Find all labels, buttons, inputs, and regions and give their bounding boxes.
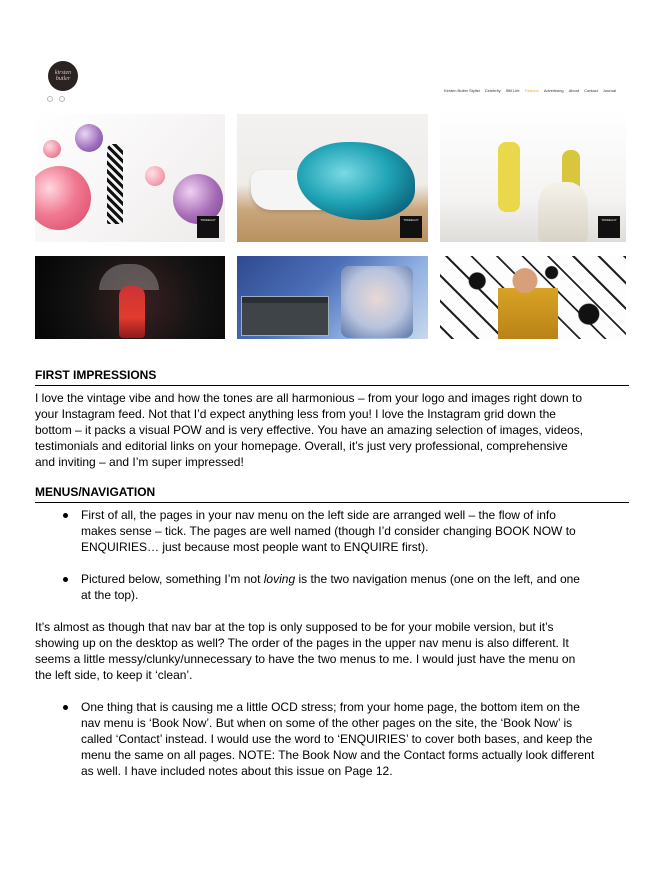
balloon-shape: [145, 166, 165, 186]
text-line: bottom – it packs a visual POW and is very effective. You have an amazing selection of images, videos,: [35, 423, 584, 437]
brand-badge: TONI&GUY: [598, 216, 620, 238]
navigation-paragraph: [35, 619, 629, 683]
bullet-item: [35, 699, 629, 779]
model-figure: [498, 266, 558, 339]
section-heading-menus: MENUS/NAVIGATION: [35, 485, 156, 499]
nav-item-advertising[interactable]: Advertising: [543, 88, 564, 93]
section-heading-first-impressions: FIRST IMPRESSIONS: [35, 368, 157, 382]
top-nav: [444, 88, 616, 93]
section-divider: [35, 502, 629, 503]
nav-item-journal[interactable]: Journal: [602, 88, 616, 93]
review-document: [35, 367, 629, 779]
bullet-list: [35, 699, 629, 779]
red-dress-shape: [119, 286, 145, 338]
gallery-photo-umbrella[interactable]: [35, 256, 225, 339]
text-line: called ‘Contact’ instead. I would use the word to ‘ENQUIRIES’ to cover both bases, and keep the: [81, 732, 593, 746]
text-line: showing up on the desktop as well? The order of the pages in the upper nav menu is also different. It: [35, 636, 569, 650]
nav-item-stylist[interactable]: Kirsten Butler Stylist: [443, 88, 480, 93]
site-logo[interactable]: [48, 61, 78, 91]
gallery-photo-damask[interactable]: [440, 256, 626, 339]
text-line: the left side, to keep it ‘clean’.: [35, 668, 193, 682]
brand-badge: TONI&GUY: [400, 216, 422, 238]
bullet-list: [35, 507, 629, 603]
portrait-shape: [341, 266, 413, 338]
emphasis-text: loving: [263, 572, 296, 586]
text-line: One thing that is causing me a little OCD stress; from your home page, the bottom item on the: [81, 700, 580, 714]
text-line: your Instagram feed. Not that I’d expect anything less from you! I love the Instagram grid down the: [35, 407, 556, 421]
rocking-horse-shape: [538, 182, 588, 242]
text-span: Pictured below, something I’m not: [81, 572, 264, 586]
bullet-icon: [63, 705, 68, 710]
gallery-photo-bathtub[interactable]: [237, 114, 428, 242]
social-circle-icon[interactable]: [47, 96, 53, 102]
text-line: nav menu is ‘Book Now’. But when on some of the other pages on the site, the ‘Book Now’ is: [81, 716, 573, 730]
model-figure: [498, 142, 520, 212]
text-line: and inviting – and I’m super impressed!: [35, 455, 244, 469]
bullet-icon: [63, 577, 68, 582]
text-span: is the two navigation menus (one on the left, and one: [295, 572, 580, 586]
bullet-icon: [63, 513, 68, 518]
logo-text: kirsten butler: [54, 70, 72, 82]
nav-item-fashion[interactable]: Fashion: [524, 88, 539, 93]
brand-badge: TONI&GUY: [197, 216, 219, 238]
section-divider: [35, 385, 629, 386]
nav-item-contact[interactable]: Contact: [584, 88, 598, 93]
nav-item-about[interactable]: About: [568, 88, 580, 93]
social-circle-icon[interactable]: [59, 96, 65, 102]
gallery-photo-rocking-horse[interactable]: [440, 110, 626, 242]
window-bar: [242, 297, 328, 303]
gallery-photo-video[interactable]: [237, 256, 428, 339]
model-figure: [107, 144, 123, 224]
nav-item-still-life[interactable]: Still Life: [505, 88, 520, 93]
social-icons: [47, 96, 65, 102]
balloon-shape: [43, 140, 61, 158]
bullet-item: [35, 571, 629, 603]
text-line: at the top).: [81, 588, 139, 602]
text-line: First of all, the pages in your nav menu on the left side are arranged well – the flow of info: [81, 508, 556, 522]
bullet-item: [35, 507, 629, 555]
text-line: It’s almost as though that nav bar at the top is only supposed to be for your mobile version, but it’s: [35, 620, 554, 634]
text-line: seems a little messy/clunky/unnecessary to have the two menus to me. I would just have the menu on: [35, 652, 576, 666]
text-line: makes sense – tick. The pages are well named (though I’d consider changing BOOK NOW to: [81, 524, 576, 538]
text-line: as well. I have included notes about this issue on Page 12.: [81, 764, 393, 778]
balloon-shape: [75, 124, 103, 152]
text-line: I love the vintage vibe and how the tones are all harmonious – from your logo and images right down to: [35, 391, 582, 405]
nav-item-celebrity[interactable]: Celebrity: [484, 88, 501, 93]
balloon-shape: [35, 166, 91, 230]
text-line: testimonials and editorial links on your homepage. Overall, it’s just very professional, comprehensive: [35, 439, 568, 453]
video-window: [241, 296, 329, 336]
first-impressions-paragraph: [35, 390, 629, 470]
text-line: menu the same on all pages. NOTE: The Book Now and the Contact forms actually look different: [81, 748, 595, 762]
website-screenshot: [34, 55, 628, 345]
gallery-photo-balloons[interactable]: [35, 114, 225, 242]
text-line: ENQUIRIES… just because most people want to ENQUIRE first).: [81, 540, 429, 554]
